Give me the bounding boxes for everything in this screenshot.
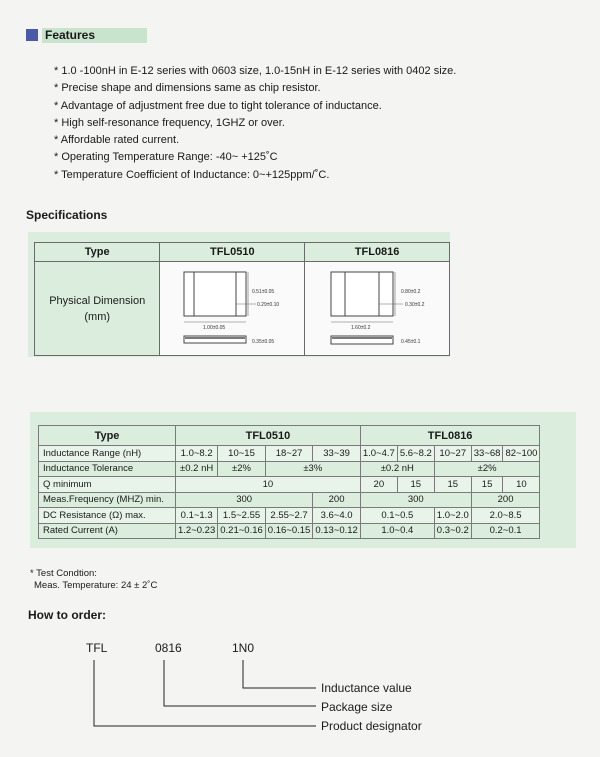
cell: ±0.2 nH bbox=[360, 461, 434, 477]
tfl0816-dim-thickness: 0.45±0.1 bbox=[401, 339, 421, 345]
tfl0816-dim-width: 0.80±0.2 bbox=[401, 289, 421, 295]
cell: 0.2~0.1 bbox=[471, 523, 540, 539]
tfl0510-dim-thickness: 0.35±0.05 bbox=[252, 339, 275, 345]
order-label-package: Package size bbox=[321, 700, 393, 714]
dim-type-header: Type bbox=[35, 243, 160, 262]
cell: 10 bbox=[503, 477, 540, 493]
feature-item: * High self-resonance frequency, 1GHZ or over. bbox=[54, 116, 285, 129]
row-label: Meas.Frequency (MHZ) min. bbox=[39, 492, 176, 508]
cell: 1.0~4.7 bbox=[360, 446, 397, 462]
spec-group-tfl0816: TFL0816 bbox=[360, 426, 540, 446]
cell: 2.55~2.7 bbox=[265, 508, 313, 524]
cell: 1.2~0.23 bbox=[176, 523, 218, 539]
feature-item: * Advantage of adjustment free due to tight tolerance of inductance. bbox=[54, 99, 382, 112]
feature-item: * Precise shape and dimensions same as chip resistor. bbox=[54, 82, 321, 95]
cell: 1.0~0.4 bbox=[360, 523, 434, 539]
specifications-heading: Specifications bbox=[26, 208, 108, 222]
feature-item: * Operating Temperature Range: -40~ +125˚C bbox=[54, 151, 278, 164]
cell: 2.0~8.5 bbox=[471, 508, 540, 524]
dim-col-tfl0510: TFL0510 bbox=[160, 243, 305, 262]
feature-item: * Temperature Coefficient of Inductance: 0~+125ppm/˚C. bbox=[54, 168, 330, 181]
tfl0816-dim-term: 0.30±0.2 bbox=[405, 302, 425, 308]
cell: 0.1~1.3 bbox=[176, 508, 218, 524]
order-code-size: 0816 bbox=[155, 641, 182, 655]
row-label: DC Resistance (Ω) max. bbox=[39, 508, 176, 524]
test-condition-temp: Meas. Temperature: 24 ± 2˚C bbox=[34, 580, 158, 591]
feature-item: * 1.0 -100nH in E-12 series with 0603 size, 1.0-15nH in E-12 series with 0402 size. bbox=[54, 65, 457, 77]
cell: 0.16~0.15 bbox=[265, 523, 313, 539]
cell: 5.6~8.2 bbox=[397, 446, 434, 462]
features-heading: Features bbox=[26, 27, 147, 43]
cell: 3.6~4.0 bbox=[313, 508, 361, 524]
physical-dimension-text: Physical Dimension (mm) bbox=[49, 294, 146, 323]
cell: 1.0~2.0 bbox=[434, 508, 471, 524]
cell: 300 bbox=[360, 492, 471, 508]
row-label: Inductance Tolerance bbox=[39, 461, 176, 477]
cell: 18~27 bbox=[265, 446, 313, 462]
cell: 0.3~0.2 bbox=[434, 523, 471, 539]
cell: 0.1~0.5 bbox=[360, 508, 434, 524]
cell: ±2% bbox=[434, 461, 540, 477]
tfl0816-dim-length: 1.60±0.2 bbox=[351, 325, 371, 331]
cell: 82~100 bbox=[503, 446, 540, 462]
cell: 33~39 bbox=[313, 446, 361, 462]
cell: 33~68 bbox=[471, 446, 503, 462]
row-label: Q minimum bbox=[39, 477, 176, 493]
cell: 15 bbox=[434, 477, 471, 493]
cell: 10~15 bbox=[218, 446, 266, 462]
cell: 1.5~2.55 bbox=[218, 508, 266, 524]
cell: 15 bbox=[471, 477, 503, 493]
cell: 1.0~8.2 bbox=[176, 446, 218, 462]
how-to-order-heading: How to order: bbox=[28, 608, 106, 622]
row-label: Inductance Range (nH) bbox=[39, 446, 176, 462]
tfl0510-dim-length: 1.00±0.05 bbox=[203, 325, 226, 331]
cell: 10~27 bbox=[434, 446, 471, 462]
cell: 0.21~0.16 bbox=[218, 523, 266, 539]
dim-col-tfl0816: TFL0816 bbox=[305, 243, 450, 262]
cell: 10 bbox=[176, 477, 361, 493]
order-label-inductance: Inductance value bbox=[321, 681, 412, 695]
spec-type-header: Type bbox=[39, 426, 176, 446]
spec-group-tfl0510: TFL0510 bbox=[176, 426, 361, 446]
cell: ±3% bbox=[265, 461, 360, 477]
cell: 0.13~0.12 bbox=[313, 523, 361, 539]
cell: 15 bbox=[397, 477, 434, 493]
cell: 20 bbox=[360, 477, 397, 493]
feature-item: * Affordable rated current. bbox=[54, 134, 180, 147]
row-label: Rated Current (A) bbox=[39, 523, 176, 539]
order-code-value: 1N0 bbox=[232, 641, 255, 655]
cell: 200 bbox=[313, 492, 361, 508]
order-label-designator: Product designator bbox=[321, 719, 422, 733]
order-code-prefix: TFL bbox=[86, 641, 108, 655]
cell: ±2% bbox=[218, 461, 266, 477]
cell: 300 bbox=[176, 492, 313, 508]
cell: 200 bbox=[471, 492, 540, 508]
tfl0510-dim-width: 0.51±0.05 bbox=[252, 289, 275, 295]
test-condition-title: * Test Condtion: bbox=[30, 568, 97, 579]
cell: ±0.2 nH bbox=[176, 461, 218, 477]
tfl0510-dim-term: 0.29±0.10 bbox=[257, 302, 280, 308]
